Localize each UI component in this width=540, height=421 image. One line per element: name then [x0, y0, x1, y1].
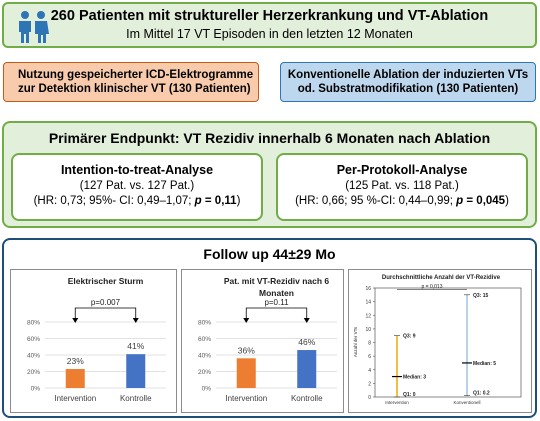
storm-value-label: 23% — [66, 356, 84, 367]
vtcount-title: Durchschnittliche Anzahl der VT-Rezidive — [381, 275, 501, 281]
pp-result — [278, 195, 526, 207]
vtcount-category-label: Konventionell — [453, 400, 481, 405]
study-subtitle: Im Mittel 17 VT Episoden in den letzten 12 Monaten — [126, 27, 413, 41]
primary-endpoint-box — [2, 121, 537, 228]
itt-sample: (127 Pat. vs. 127 Pat.) — [79, 180, 195, 192]
storm-bar-intervention — [66, 369, 85, 388]
pp-analysis-box — [276, 153, 528, 221]
storm-ytick-label: 60% — [26, 336, 40, 343]
vtcount-ytick-label: 4 — [368, 367, 371, 374]
storm-ytick-label: 20% — [26, 369, 40, 376]
storm-ytick-label: 80% — [26, 319, 40, 327]
storm-significance-bracket — [75, 308, 136, 320]
recurrence-bar-intervention — [237, 358, 256, 388]
storm-title: Elektrischer Sturm — [67, 276, 144, 286]
conventional-arm-line1: Konventionelle Ablation der induzierten VTs — [287, 69, 529, 81]
recurrence-ytick-label: 0% — [201, 385, 211, 393]
followup-box — [2, 238, 537, 418]
recurrence-title: Pat. mit VT-Rezidiv nach 6 — [223, 276, 330, 286]
vtcount-q1-label: Q1: 0 — [403, 392, 416, 398]
vt-count-chart — [349, 270, 531, 412]
itt-analysis-box — [11, 153, 263, 221]
study-title: 260 Patienten mit struktureller Herzerkrankung und VT-Ablation — [50, 8, 489, 24]
vtcount-q1-label: Q1: 0.2 — [473, 390, 490, 397]
primary-endpoint-title: Primärer Endpunkt: VT Rezidiv innerhalb 6 Monaten nach Ablation — [48, 130, 491, 146]
storm-bar-kontrolle — [126, 354, 145, 388]
pp-result-suffix: ) — [505, 195, 509, 207]
vtcount-ytick-label: 16 — [365, 286, 371, 292]
conventional-arm-line2: od. Substratmodifikation (130 Patienten) — [297, 83, 519, 95]
electrical-storm-chart-panel — [10, 269, 177, 413]
vtcount-ytick-label: 14 — [365, 299, 371, 306]
itt-result — [13, 195, 261, 207]
vt-recurrence-chart — [182, 270, 343, 412]
vtcount-p-value: p = 0,013 — [421, 283, 443, 290]
pp-result-prefix: (HR: 0,66; 95 %-CI: 0,44–0,99; — [295, 195, 457, 207]
recurrence-ytick-label: 40% — [197, 352, 211, 360]
storm-category-label: Kontrolle — [119, 394, 152, 403]
vtcount-ytick-label: 10 — [365, 326, 371, 333]
recurrence-significance-bracket — [246, 308, 307, 320]
itt-result-suffix: ) — [236, 195, 241, 207]
recurrence-value-label: 46% — [298, 337, 316, 348]
itt-p-value: = 0,11 — [201, 195, 237, 207]
recurrence-title: Monaten — [259, 288, 294, 298]
recurrence-value-label: 36% — [237, 345, 255, 356]
storm-ytick-label: 40% — [26, 352, 40, 360]
vtcount-ytick-label: 2 — [368, 381, 371, 388]
recurrence-category-label: Intervention — [225, 394, 268, 403]
vtcount-ytick-label: 0 — [368, 395, 371, 401]
people-icon — [14, 10, 52, 44]
icd-arm-box — [3, 62, 259, 102]
recurrence-p-value: p=0.11 — [264, 298, 289, 307]
vtcount-category-label: Intervention — [385, 400, 409, 405]
vt-count-chart-panel — [348, 269, 532, 413]
study-header — [2, 2, 537, 48]
vtcount-q3-label: Q3: 15 — [473, 292, 489, 299]
vtcount-median-label: Median: 5 — [473, 360, 497, 367]
recurrence-category-label: Kontrolle — [290, 394, 323, 403]
recurrence-ytick-label: 20% — [197, 369, 211, 376]
vtcount-ytick-label: 12 — [365, 313, 371, 320]
itt-result-prefix: (HR: 0,73; 95%- CI: 0,49–1,07; — [33, 195, 195, 207]
itt-p-label: p — [194, 195, 202, 207]
recurrence-bar-kontrolle — [297, 350, 316, 388]
icd-arm-line1: Nutzung gespeicherter ICD-Elektrogramme — [18, 69, 254, 81]
recurrence-ytick-label: 60% — [197, 336, 211, 343]
vtcount-q3-label: Q3: 9 — [403, 333, 416, 340]
followup-title: Follow up 44±29 Mo — [203, 246, 336, 262]
storm-p-value: p=0.007 — [90, 298, 121, 307]
storm-ytick-label: 0% — [30, 385, 40, 393]
vtcount-ylabel: Anzahl der VTs — [353, 326, 358, 358]
icd-arm-line2: zur Detektion klinischer VT (130 Patienten) — [18, 83, 251, 95]
conventional-arm-box — [280, 62, 536, 102]
storm-category-label: Intervention — [54, 394, 97, 403]
pp-heading: Per-Protokoll-Analyse — [336, 163, 468, 177]
pp-p-value: = 0,045 — [463, 195, 506, 207]
itt-heading: Intention-to-treat-Analyse — [60, 163, 214, 177]
vtcount-ytick-label: 6 — [368, 354, 371, 361]
vt-recurrence-chart-panel — [181, 269, 344, 413]
vtcount-median-label: Median: 3 — [403, 374, 427, 381]
pp-p-label: p — [456, 195, 464, 207]
recurrence-ytick-label: 80% — [197, 319, 211, 327]
electrical-storm-chart — [11, 270, 176, 412]
pp-sample: (125 Pat. vs. 118 Pat.) — [345, 180, 459, 192]
storm-value-label: 41% — [127, 341, 145, 352]
vtcount-ytick-label: 8 — [368, 340, 371, 347]
